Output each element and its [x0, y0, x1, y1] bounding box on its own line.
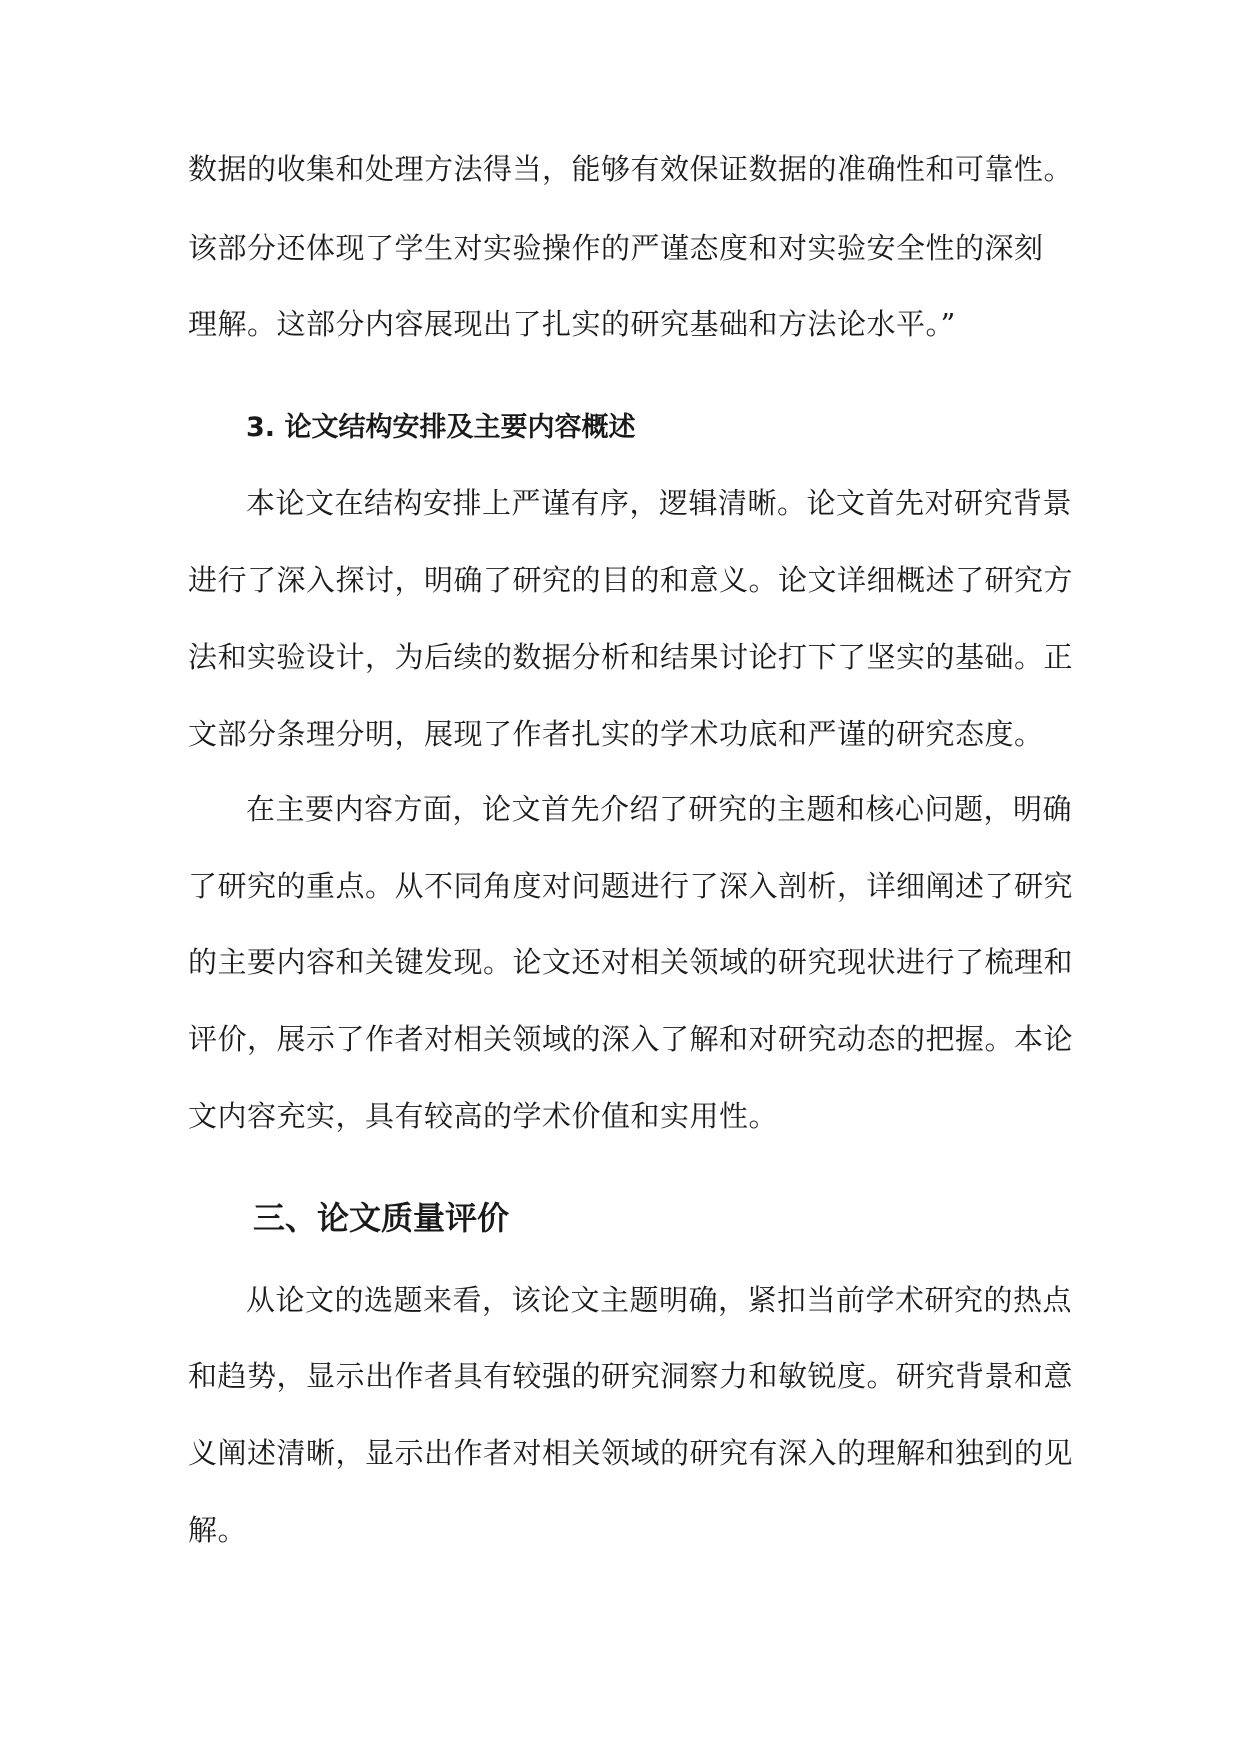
paragraph-line: 法和实验设计，为后续的数据分析和结果讨论打下了坚实的基础。正 [188, 640, 1074, 674]
paragraph-line: 从论文的选题来看，该论文主题明确，紧扣当前学术研究的热点 [246, 1283, 1073, 1317]
paragraph-line: 理解。这部分内容展现出了扎实的研究基础和方法论水平。” [188, 307, 956, 341]
paragraph-line: 该部分还体现了学生对实验操作的严谨态度和对实验安全性的深刻 [188, 231, 1044, 265]
paragraph-line: 的主要内容和关键发现。论文还对相关领域的研究现状进行了梳理和 [188, 945, 1074, 979]
paragraph-line: 数据的收集和处理方法得当，能够有效保证数据的准确性和可靠性。 [188, 152, 1074, 186]
paragraph-line: 义阐述清晰，显示出作者对相关领域的研究有深入的理解和独到的见 [188, 1436, 1074, 1470]
paragraph-line: 本论文在结构安排上严谨有序，逻辑清晰。论文首先对研究背景 [246, 486, 1073, 520]
chapter-heading: 三、论文质量评价 [253, 1199, 510, 1237]
paragraph-line: 解。 [188, 1513, 248, 1547]
paragraph-line: 评价，展示了作者对相关领域的深入了解和对研究动态的把握。本论 [188, 1022, 1074, 1056]
paragraph-line: 文部分条理分明，展现了作者扎实的学术功底和严谨的研究态度。 [188, 717, 1044, 751]
paragraph-line: 在主要内容方面，论文首先介绍了研究的主题和核心问题，明确 [246, 792, 1073, 826]
paragraph-line: 和趋势，显示出作者具有较强的研究洞察力和敏锐度。研究背景和意 [188, 1359, 1074, 1393]
section-heading: 3. 论文结构安排及主要内容概述 [246, 412, 636, 443]
paragraph-line: 了研究的重点。从不同角度对问题进行了深入剖析，详细阐述了研究 [188, 869, 1074, 903]
paragraph-line: 文内容充实，具有较高的学术价值和实用性。 [188, 1099, 779, 1133]
paragraph-line: 进行了深入探讨，明确了研究的目的和意义。论文详细概述了研究方 [188, 563, 1074, 597]
